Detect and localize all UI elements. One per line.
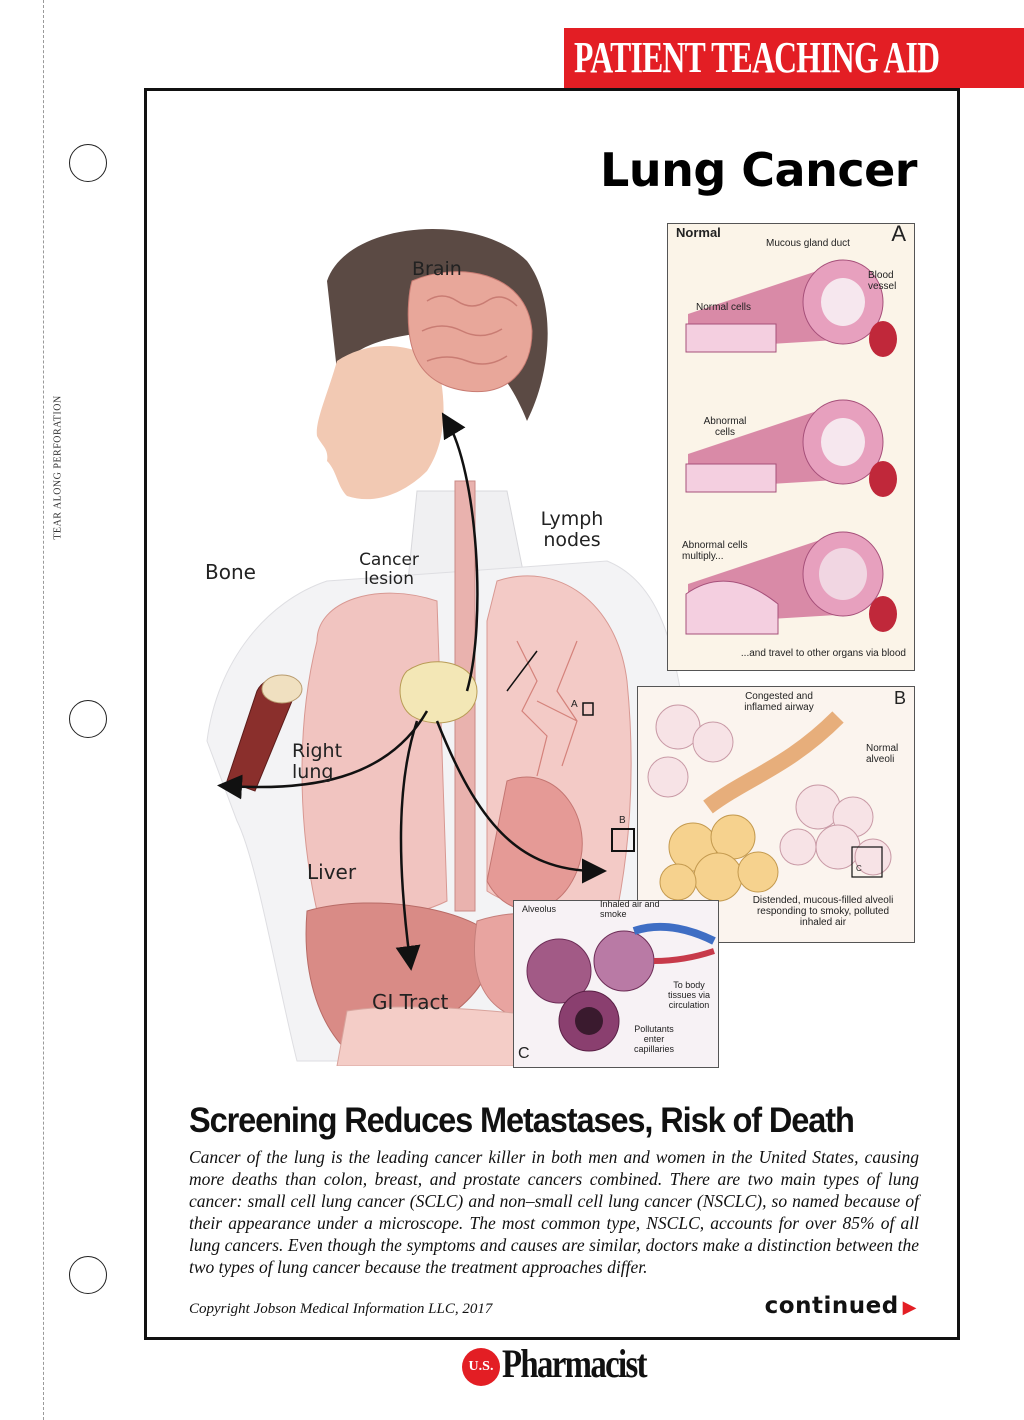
label-liver: Liver	[307, 860, 357, 884]
panel-a-mucous-gland-duct: Mucous gland duct	[766, 238, 850, 249]
label-gi-tract: GI Tract	[372, 990, 449, 1014]
logo-us-badge: U.S.	[462, 1348, 500, 1386]
banner-label: PATIENT TEACHING AID	[574, 33, 940, 82]
panel-c-alveolus: Alveolus	[522, 904, 557, 914]
page-title: Lung Cancer	[600, 143, 917, 197]
perforation-line	[43, 0, 44, 1420]
panel-b-box-c: C	[856, 864, 862, 873]
label-brain: Brain	[412, 258, 462, 280]
panel-b-distended: Distended, mucous-filled alveoli responding to smoky, polluted inhaled air	[752, 895, 894, 928]
binder-hole	[69, 144, 107, 182]
label-box-b: B	[619, 815, 626, 826]
panel-c-inhaled: Inhaled air and smoke	[600, 899, 660, 919]
panel-b-normal-alveoli: Normal alveoli	[866, 743, 899, 765]
article-headline: Screening Reduces Metastases, Risk of Death	[189, 1101, 854, 1140]
panel-a-normal-cells: Normal cells	[696, 302, 752, 313]
teaching-aid-banner	[564, 28, 1024, 88]
panel-c-letter: C	[518, 1045, 530, 1062]
label-box-a: A	[571, 699, 578, 710]
content-frame	[144, 88, 960, 1340]
continued-link[interactable]	[765, 1293, 917, 1319]
panel-a-bronchus	[667, 223, 915, 671]
binder-hole	[69, 700, 107, 738]
panel-c-to-body: To body tissues via circulation	[667, 980, 711, 1010]
us-pharmacist-logo	[462, 1341, 646, 1396]
continued-label: continued	[764, 1293, 899, 1319]
panel-c-capillaries	[513, 900, 719, 1068]
perforation-label: TEAR ALONG PERFORATION	[52, 395, 64, 540]
label-bone: Bone	[205, 560, 256, 584]
panel-b-congested: Congested and inflamed airway	[744, 691, 814, 713]
panel-a-blood-vessel: Blood vessel	[868, 270, 897, 292]
panel-a-letter: A	[891, 221, 906, 246]
copyright-notice: Copyright Jobson Medical Information LLC, 2017	[189, 1301, 493, 1317]
triangle-right-icon: ▶	[902, 1297, 917, 1318]
label-right-lung: Right lung	[292, 740, 343, 783]
binder-hole	[69, 1256, 107, 1294]
panel-a-abnormal-cells: Abnormal cells	[703, 416, 747, 438]
label-cancer-lesion: Cancer lesion	[359, 550, 419, 589]
article-body: Cancer of the lung is the leading cancer killer in both men and women in the United States, causing more deaths than colon, breast, and prostate cancers combined. There are two main types of lung cancer: small cell lung cancer (SCLC) and non–small cell lung cancer (NSCLC), so named because of their appearance under a microscope. The most common type, NSCLC, accounts for over 85% of all lung cancers. Even though the symptoms and causes are similar, doctors make a distinction between the two types of lung cancer because the treatment approaches differ.	[189, 1147, 919, 1277]
panel-c-pollutants: Pollutants enter capillaries	[633, 1024, 675, 1054]
panel-a-abnormal-multiply: Abnormal cells multiply...	[682, 540, 748, 562]
panel-a-heading: Normal	[676, 225, 721, 240]
label-lymph-nodes: Lymph nodes	[540, 508, 604, 551]
logo-name: Pharmacist	[502, 1341, 646, 1386]
panel-a-travel: ...and travel to other organs via blood	[740, 648, 906, 659]
panel-b-letter: B	[893, 688, 906, 708]
